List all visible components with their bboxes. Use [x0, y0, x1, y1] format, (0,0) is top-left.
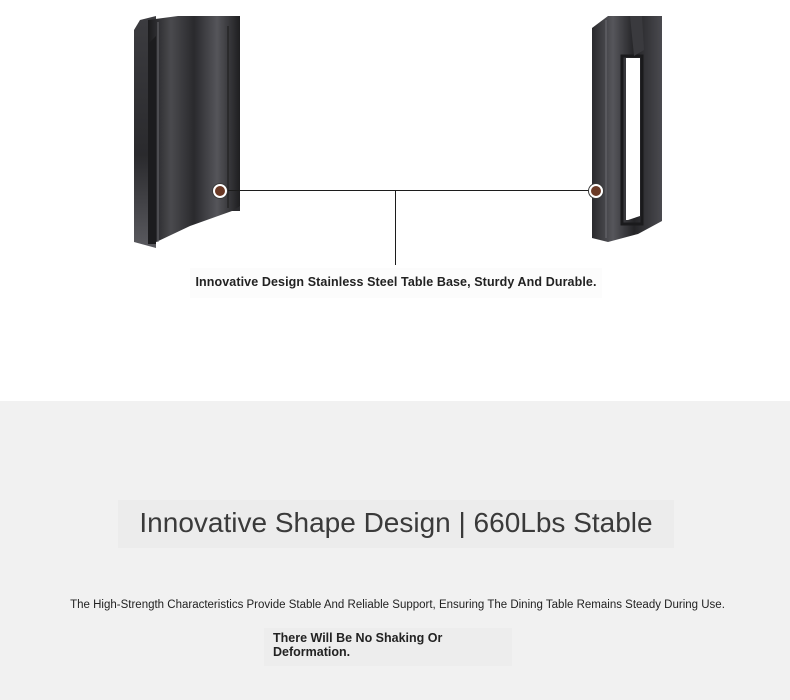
product-caption: Innovative Design Stainless Steel Table Base, Sturdy And Durable. — [190, 268, 602, 298]
callout-dot-left — [213, 184, 227, 198]
feature-headline: Innovative Shape Design | 660Lbs Stable — [118, 500, 674, 548]
table-leg-left-image — [128, 16, 244, 248]
feature-note: There Will Be No Shaking Or Deformation. — [273, 631, 443, 659]
callout-line-vertical — [395, 190, 396, 265]
feature-description: The High-Strength Characteristics Provide Stable And Reliable Support, Ensuring The Dining Table Remains Steady During Use. — [70, 599, 725, 611]
callout-dot-right — [589, 184, 603, 198]
callout-line-horizontal — [226, 190, 592, 191]
table-leg-right-image — [586, 16, 666, 246]
